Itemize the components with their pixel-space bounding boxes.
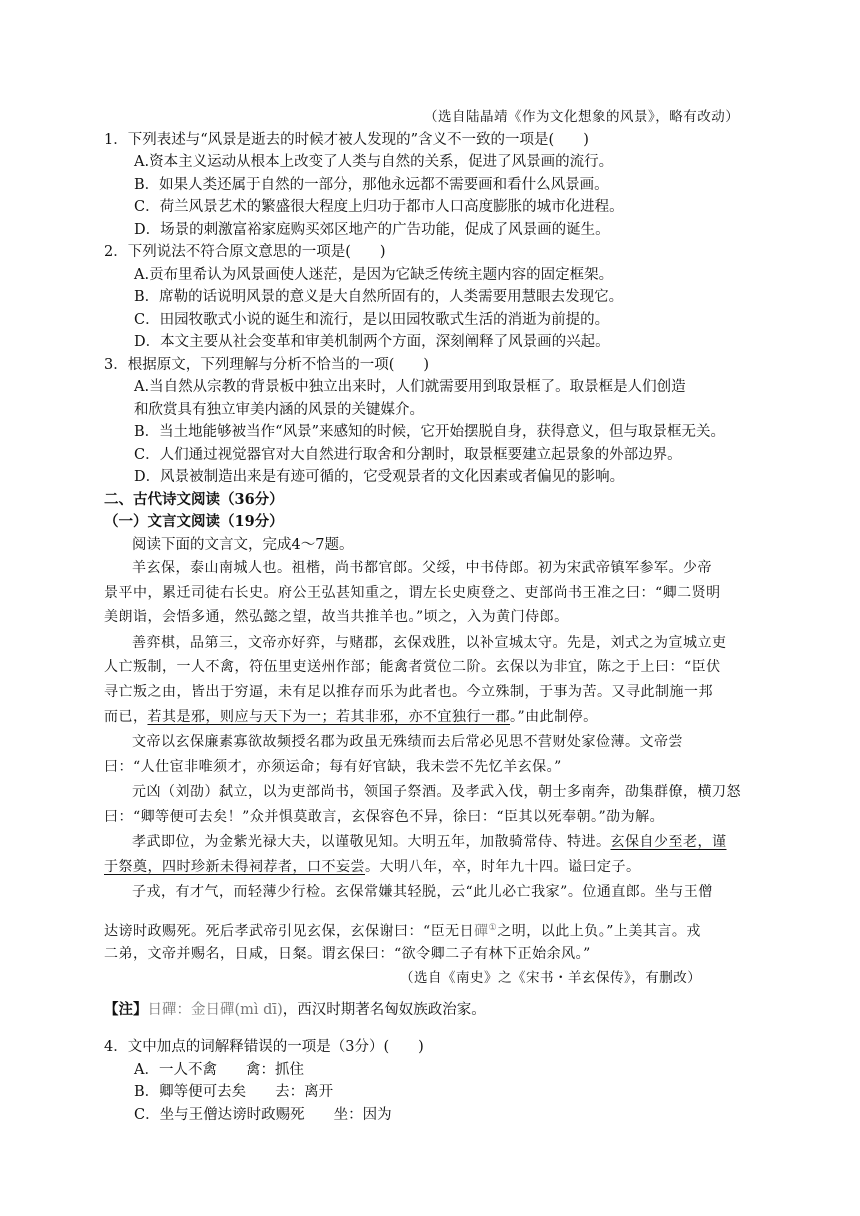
passage-line: 文帝以玄保廉素寡欲故频授名郡为政虽无殊绩而去后常必见思不营财处家俭薄。文帝尝 <box>132 734 683 750</box>
q3-stem: 3．根据原文，下列理解与分析不恰当的一项( ) <box>104 357 430 373</box>
q1-option-b: B．如果人类还属于自然的一部分，那他永远都不需要画和看什么风景画。 <box>134 177 609 193</box>
section-heading: 二、古代诗文阅读（36分） <box>104 491 284 508</box>
footnote-term: 日磾：金日磾(mì dī) <box>147 1002 283 1018</box>
passage-text: 孝武即位，为金紫光禄大夫，以谨敬见知。大明五年，加散骑常侍、特进。 <box>132 834 611 850</box>
q4-option-a: A．一人不禽 禽：抓住 <box>134 1062 304 1078</box>
passage-line: 元凶（刘劭）弑立，以为吏部尚书，领国子祭酒。及孝武入伐，朝士多南奔，劭集群僚，横刀怒 <box>132 784 741 800</box>
footnote <box>104 1000 486 1020</box>
footnote-label: 【注】 <box>104 1001 148 1018</box>
q3-option-c: C．人们通过视觉器官对大自然进行取舍和分割时，取景框要建立起景象的外部边界。 <box>134 447 682 463</box>
passage-line: 景平中，累迁司徒右长史。府公王弘甚知重之，谓左长史庾登之、吏部尚书王准之曰：“卿二贤明 <box>104 585 721 601</box>
underlined-sentence: 玄保自少至老，谨 <box>610 834 727 850</box>
underlined-sentence: 于祭奠，四时珍新未得祠荐者，口不妄尝 <box>104 859 365 875</box>
passage-line-with-underline <box>132 832 727 852</box>
passage-text: 而已， <box>104 709 148 725</box>
q1-option-d: D．场景的刺激富裕家庭购买郊区地产的广告功能，促成了风景画的诞生。 <box>134 222 610 238</box>
q2-option-c: C．田园牧歌式小说的诞生和流行，是以田园牧歌式生活的消逝为前提的。 <box>134 312 610 328</box>
q1-option-a: A.资本主义运动从根本上改变了人类与自然的关系，促进了风景画的流行。 <box>134 154 614 170</box>
passage-line <box>104 918 701 942</box>
passage-line-with-underline <box>104 707 598 727</box>
q2-option-b: B．席勒的话说明风景的意义是大自然所固有的，人类需要用慧眼去发现它。 <box>134 289 624 305</box>
passage-line: 寻亡叛之由，皆出于穷逼，未有足以推存而乐为此者也。今立殊制，于事为苦。又寻此制施一邦 <box>104 684 713 700</box>
q4-option-c: C．坐与王僧达谤时政赐死 坐：因为 <box>134 1107 392 1123</box>
passage-line: 子戎，有才气，而轻薄少行检。玄保常嫌其轻脱，云“此儿必亡我家”。位通直郎。坐与王僧 <box>132 884 713 900</box>
passage-text: 。大明八年，卒，时年九十四。谥曰定子。 <box>365 859 641 875</box>
passage-line: 美朗诣，会悟多通，然弘懿之望，故当共推羊也。”顷之，入为黄门侍郎。 <box>104 609 569 625</box>
passage-line: 人亡叛制，一人不禽，符伍里吏送州作部；能禽者赏位二阶。玄保以为非宜，陈之于上曰：“臣伏 <box>104 659 721 675</box>
reading-instruction: 阅读下面的文言文，完成4～7题。 <box>132 537 354 553</box>
q4-stem: 4．文中加点的词解释错误的一项是（3分）( ) <box>104 1039 424 1055</box>
passage-text: 达谤时政赐死。死后孝武帝引见玄保，玄保谢曰：“臣无日 <box>104 923 475 940</box>
passage-line: 二弟，文帝并赐名，日咸，日粲。谓玄保曰：“欲令卿二子有林下正始余风。” <box>104 946 591 962</box>
q4-option-b: B．卿等便可去矣 去：离开 <box>134 1084 334 1100</box>
source-citation-top: （选自陆晶靖《作为文化想象的风景》，略有改动） <box>424 109 740 125</box>
underlined-sentence: 若其是邪，则应与天下为一；若其非邪，亦不宜独行一郡 <box>147 709 510 725</box>
passage-line: 善弈棋，品第三，文帝亦好弈，与赌郡，玄保戏胜，以补宣城太守。先是，刘式之为宣城立吏 <box>132 635 727 651</box>
q2-option-d: D．本文主要从社会变革和审美机制两个方面，深刻阐释了风景画的兴起。 <box>134 334 610 350</box>
q2-stem: 2．下列说法不符合原文意思的一项是( ) <box>104 244 386 260</box>
passage-text: 。”由此制停。 <box>510 709 598 725</box>
q3-option-a-line1: A.当自然从宗教的背景板中独立出来时，人们就需要用到取景框了。取景框是人们创造 <box>134 379 686 395</box>
q1-option-c: C．荷兰风景艺术的繁盛很大程度上归功于都市人口高度膨胀的城市化进程。 <box>134 199 624 215</box>
q3-option-a-line2: 和欣赏具有独立审美内涵的风景的关键媒介。 <box>134 402 424 418</box>
footnote-text: ，西汉时期著名匈奴族政治家。 <box>282 1002 486 1018</box>
passage-text: 之明，以此上负。”上美其言。戎 <box>497 923 701 940</box>
passage-line: 羊玄保，泰山南城人也。祖楷，尚书都官郎。父绥，中书侍郎。初为宋武帝镇军参军。少帝 <box>132 560 712 576</box>
passage-text: 磾 <box>474 923 489 940</box>
q3-option-b: B．当土地能够被当作“风景”来感知的时候，它开始摆脱自身，获得意义，但与取景框无关。 <box>134 424 725 440</box>
subsection-heading: （一）文言文阅读（19分） <box>104 513 284 530</box>
passage-line: 曰：“人仕宦非唯须才，亦须运命；每有好官缺，我未尝不先忆羊玄保。” <box>104 759 562 775</box>
footnote-marker: ① <box>488 923 498 933</box>
passage-line-with-underline <box>104 857 641 877</box>
passage-line: 曰：“卿等便可去矣！”众并惧莫敢言，玄保容色不异，徐曰：“臣其以死奉朝。”劭为解。 <box>104 809 665 825</box>
q2-option-a: A.贡布里希认为风景画使人迷茫，是因为它缺乏传统主题内容的固定框架。 <box>134 267 614 283</box>
source-citation-bottom: （选自《南史》之《宋书・羊玄保传》，有删改） <box>400 970 702 986</box>
q1-stem: 1．下列表述与“风景是逝去的时候才被人发现的”含义不一致的一项是( ) <box>104 132 589 148</box>
q3-option-d: D．风景被制造出来是有迹可循的，它受观景者的文化因素或者偏见的影响。 <box>134 469 625 485</box>
